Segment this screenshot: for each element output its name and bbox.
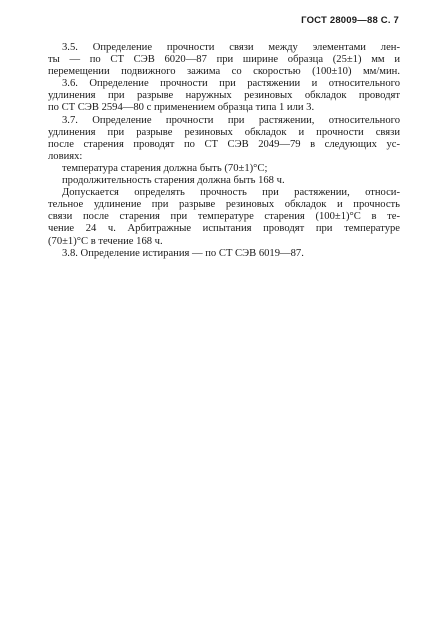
text-line: Допускается определять прочность при растяжении, относи- (62, 187, 400, 199)
text-line: по СТ СЭВ 2594—80 с применением образца типа 1 или 3. (48, 102, 315, 114)
text-line: продолжительность старения должна быть 168 ч. (62, 175, 285, 187)
text-line: чение 24 ч. Арбитражные испытания проводят при температуре (48, 223, 400, 235)
text-line: ты — по СТ СЭВ 6020—87 при ширине образца (25±1) мм и (48, 54, 400, 66)
text-line: ловиях: (48, 150, 83, 162)
text-line: после старения проводят по СТ СЭВ 2049—79 в следующих ус- (48, 138, 400, 150)
text-line: связи после старения при температуре старения (100±1)°С в те- (48, 211, 400, 223)
body-text (48, 42, 400, 260)
text-line: 3.8. Определение истирания — по СТ СЭВ 6019—87. (62, 247, 304, 259)
text-line: 3.6. Определение прочности при растяжении и относительного (62, 78, 400, 90)
text-line: 3.7. Определение прочности при растяжении, относительного (62, 114, 400, 126)
text-line: тельное удлинение при разрыве резиновых обкладок и прочность (48, 199, 400, 211)
text-line: 3.5. Определение прочности связи между элементами лен- (62, 42, 400, 53)
text-line: удлинения при разрыве резиновых обкладок и прочности связи (48, 126, 400, 138)
page-header: ГОСТ 28009—88 С. 7 (301, 15, 399, 26)
text-line: (70±1)°С в течение 168 ч. (48, 235, 163, 247)
text-line: удлинения при разрыве наружных резиновых обкладок проводят (48, 90, 400, 102)
text-line: температура старения должна быть (70±1)°С; (62, 162, 268, 174)
text-line: перемещении подвижного зажима со скоростью (100±10) мм/мин. (48, 66, 400, 78)
